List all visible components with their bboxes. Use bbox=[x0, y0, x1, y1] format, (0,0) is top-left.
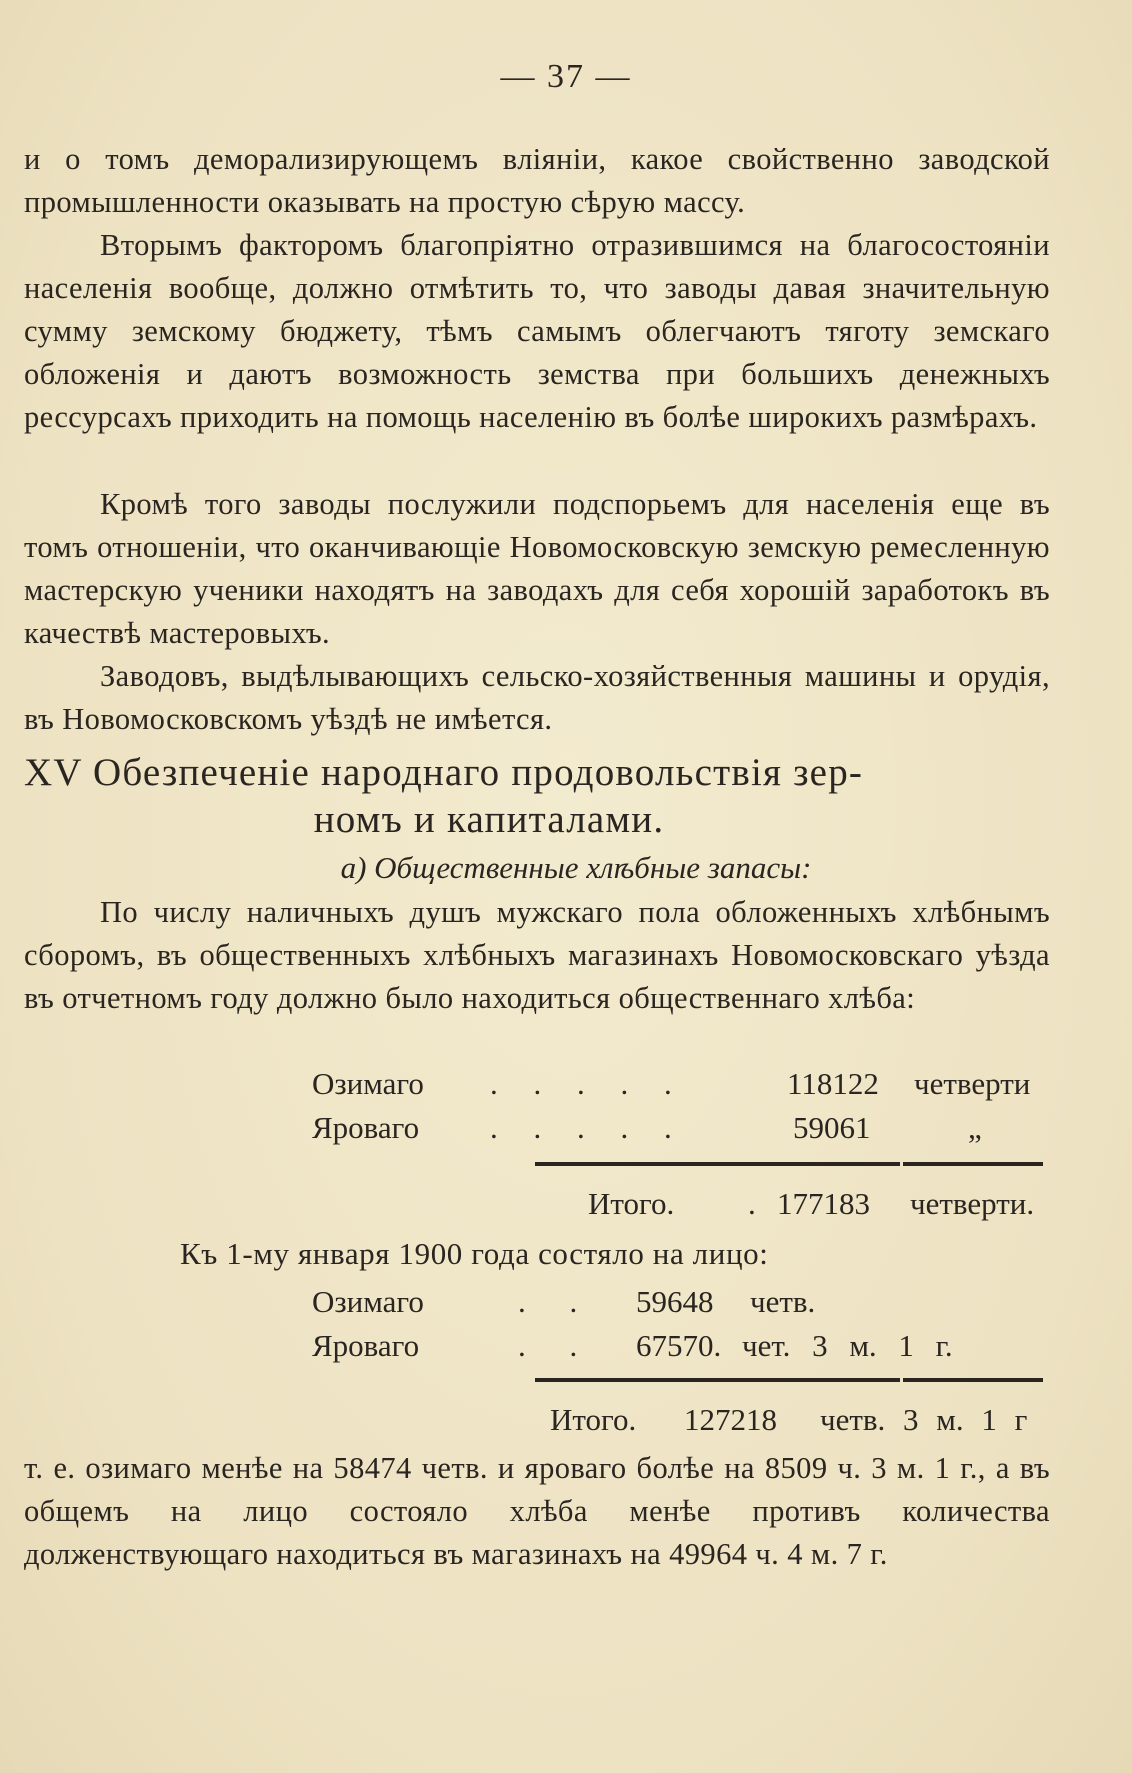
row-dots: . . . . . bbox=[490, 1066, 686, 1101]
row-label: Яроваго bbox=[312, 1328, 420, 1363]
paragraph-4: Заводовъ, выдѣлывающихъ сельско-хозяйственныя машины и орудія, въ Новомосковскомъ уѣздѣ не имѣется. bbox=[24, 659, 1050, 736]
row-unit: четв. bbox=[750, 1284, 816, 1319]
table2-intro-text: Къ 1-му января 1900 года состяло на лицо: bbox=[180, 1236, 769, 1271]
total-value: 177183 bbox=[777, 1186, 870, 1221]
row-unit: четверти bbox=[914, 1066, 1031, 1101]
row-label: Озимаго bbox=[312, 1066, 424, 1101]
total-label: Итого. bbox=[550, 1402, 637, 1437]
total-unit: четверти. bbox=[910, 1186, 1035, 1221]
section-heading-line-2: номъ и капиталами. bbox=[313, 798, 665, 841]
table2-row-winter bbox=[0, 1284, 1132, 1324]
total-value: 127218 bbox=[684, 1402, 777, 1437]
paragraph-6: т. е. озимаго менѣе на 58474 четв. и яроваго болѣе на 8509 ч. 3 м. 1 г., а въ общемъ на лицо состояло хлѣба менѣе противъ количества долженствующаго находиться въ магазинахъ на 49964 ч. 4 м. 7 г. bbox=[24, 1451, 1050, 1571]
paragraph-5: По числу наличныхъ душъ мужскаго пола обложенныхъ хлѣбнымъ сборомъ, въ общественныхъ хлѣбныхъ магазинахъ Новомосковскаго уѣзда въ отчетномъ году должно было находиться общественнаго хлѣба: bbox=[24, 895, 1050, 1015]
row-value: 67570. bbox=[636, 1328, 722, 1363]
table1-row-spring bbox=[0, 1110, 1132, 1150]
section-heading bbox=[24, 749, 1054, 843]
table1-sum-rule bbox=[535, 1162, 1043, 1166]
row-unit: чет. 3 м. 1 г. bbox=[742, 1328, 953, 1363]
row-unit: „ bbox=[968, 1110, 982, 1145]
section-heading-line-1: XV Обезпеченіе народнаго продовольствія зер- bbox=[24, 751, 864, 794]
table2-intro bbox=[180, 1236, 1080, 1276]
paragraph-2: Вторымъ факторомъ благопріятно отразившимся на благосостояніи населенія вообще, должно отмѣтить то, что заводы давая значительную сумму земскому бюджету, тѣмъ самымъ облегчаютъ тяготу земскаго обложенія и даютъ возможность земства при большихъ денежныхъ рессурсахъ приходить на помощь населенію въ болѣе широкихъ размѣрахъ. bbox=[24, 228, 1050, 434]
row-value: 59061 bbox=[793, 1110, 871, 1145]
row-value: 59648 bbox=[636, 1284, 714, 1319]
paragraph-1: и о томъ деморализирующемъ вліяніи, какое свойственно заводской промышленности оказывать на простую сѣрую массу. bbox=[24, 142, 1050, 219]
table2-row-spring bbox=[0, 1328, 1132, 1368]
row-label: Озимаго bbox=[312, 1284, 424, 1319]
row-dots: . . bbox=[518, 1328, 596, 1363]
total-unit: четв. 3 м. 1 г bbox=[820, 1402, 1028, 1437]
paragraph-3: Кромѣ того заводы послужили подспорьемъ для населенія еще въ томъ отношеніи, что оканчивающіе Новомосковскую земскую ремесленную мастерскую ученики находятъ на заводахъ для себя хорошій заработокъ въ качествѣ мастеровыхъ. bbox=[24, 487, 1050, 650]
page-number: — 37 — bbox=[500, 58, 632, 95]
subsection-heading: а) Общественные хлѣбные запасы: bbox=[340, 850, 812, 885]
total-dots: . bbox=[748, 1186, 756, 1221]
row-label: Яроваго bbox=[312, 1110, 420, 1145]
row-value: 118122 bbox=[787, 1066, 879, 1101]
table2-sum-rule bbox=[535, 1378, 1043, 1382]
table1-total-row bbox=[0, 1186, 1132, 1226]
row-dots: . . bbox=[518, 1284, 596, 1319]
total-label: Итого. bbox=[588, 1186, 675, 1221]
table1-row-winter bbox=[0, 1066, 1132, 1106]
row-dots: . . . . . bbox=[490, 1110, 686, 1145]
table2-total-row bbox=[0, 1402, 1132, 1442]
